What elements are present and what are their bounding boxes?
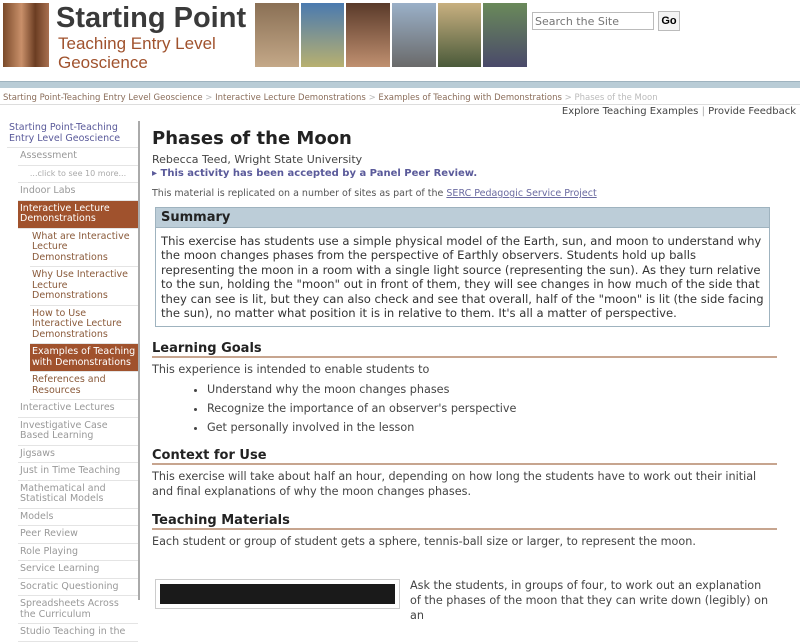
context-heading: Context for Use <box>152 448 777 465</box>
breadcrumb-separator: > <box>564 93 572 103</box>
site-header <box>0 0 800 76</box>
search-input[interactable] <box>532 12 654 30</box>
learning-goals-heading: Learning Goals <box>152 341 777 358</box>
sidebar-nav <box>0 121 140 637</box>
logo-image <box>3 3 49 67</box>
summary-heading: Summary <box>156 208 769 228</box>
goals-list <box>207 383 777 434</box>
sidebar-item[interactable]: Investigative Case Based Learning <box>18 418 138 446</box>
sidebar-item[interactable]: Studio Teaching in the <box>18 624 138 642</box>
instructions-text: Ask the students, in groups of four, to work out an explanation of the phases of the moon that they can write down (legibly) on an <box>410 579 769 622</box>
goals-intro: This experience is intended to enable students to <box>152 363 430 377</box>
header-photo-strip <box>255 3 527 67</box>
summary-text: This exercise has students use a simple physical model of the Earth, sun, and moon to understand why the moon changes phases from the perspective of Earthly observers. Students hold up balls representing the moon in a room with a single light source (representing the sun). As they turn relative to the sun, holding the "moon" out in front of them, they will see changes in how much of the side that they can see is lit, but they can also check and see that overall, half of the "moon" is lit (the side facing the sun), no matter what position it is in relative to them. It's all a matter of perspective. <box>161 234 764 321</box>
feedback-link[interactable]: Provide Feedback <box>708 106 796 117</box>
list-item: • Understand why the moon changes phases <box>207 383 777 396</box>
peer-review-toggle[interactable]: ▸ This activity has been accepted by a Panel Peer Review. <box>152 168 478 179</box>
context-text: This exercise will take about half an hour, depending on how long the students have to work out their initial and final explanations of why the moon changes phases. <box>152 470 757 499</box>
breadcrumb-link[interactable]: Interactive Lecture Demonstrations <box>215 93 366 103</box>
materials-heading: Teaching Materials <box>152 513 777 530</box>
header-divider-bar <box>0 81 800 88</box>
site-title[interactable]: Starting Point <box>56 2 247 34</box>
sidebar-item[interactable]: Models <box>18 509 138 527</box>
sidebar-item[interactable]: Spreadsheets Across the Curriculum <box>18 596 138 624</box>
replication-note <box>152 188 777 199</box>
summary-box <box>155 207 770 327</box>
sidebar-item[interactable]: Jigsaws <box>18 446 138 464</box>
link-separator: | <box>701 106 705 117</box>
sidebar-item[interactable]: Socratic Questioning <box>18 579 138 597</box>
sidebar-subitem-selected[interactable]: Examples of Teaching with Demonstrations <box>30 344 138 372</box>
breadcrumb-link[interactable]: Starting Point-Teaching Entry Level Geoscience <box>3 93 203 103</box>
sidebar-more-link[interactable]: ...click to see 10 more... <box>18 166 138 184</box>
serc-link[interactable]: SERC Pedagogic Service Project <box>446 188 597 199</box>
sidebar-subitem[interactable]: Why Use Interactive Lecture Demonstrations <box>30 267 138 306</box>
sidebar-item[interactable]: Mathematical and Statistical Models <box>18 481 138 509</box>
materials-text: Each student or group of student gets a sphere, tennis-ball size or larger, to represent the moon. <box>152 535 696 549</box>
explore-link[interactable]: Explore Teaching Examples <box>561 106 699 117</box>
breadcrumb-current: Phases of the Moon <box>574 93 658 103</box>
sidebar-subitem[interactable]: How to Use Interactive Lecture Demonstrations <box>30 306 138 345</box>
replication-text: This material is replicated on a number of sites as part of the <box>152 188 447 199</box>
breadcrumb-link[interactable]: Examples of Teaching with Demonstrations <box>378 93 562 103</box>
top-links <box>562 106 796 117</box>
sidebar-item[interactable]: Peer Review <box>18 526 138 544</box>
sidebar-subitem[interactable]: What are Interactive Lecture Demonstrations <box>30 229 138 268</box>
classroom-photo[interactable] <box>155 579 400 609</box>
sidebar-item-selected[interactable]: Interactive Lecture Demonstrations <box>18 201 138 229</box>
list-item: • Get personally involved in the lesson <box>207 421 777 434</box>
breadcrumb <box>3 93 658 103</box>
sidebar-item[interactable]: Service Learning <box>18 561 138 579</box>
sidebar-home-link[interactable]: Starting Point-Teaching Entry Level Geoscience <box>7 121 138 148</box>
sidebar-item[interactable]: Interactive Lectures <box>18 400 138 418</box>
author: Rebecca Teed, Wright State University <box>152 153 363 166</box>
search-go-button[interactable]: Go <box>658 11 680 31</box>
site-subtitle: Teaching Entry Level Geoscience <box>58 34 216 72</box>
sidebar-item[interactable]: Indoor Labs <box>18 183 138 201</box>
sidebar-item[interactable]: Assessment <box>18 148 138 166</box>
sidebar-item[interactable]: Just in Time Teaching <box>18 463 138 481</box>
breadcrumb-separator: > <box>205 93 213 103</box>
list-item: • Recognize the importance of an observer's perspective <box>207 402 777 415</box>
main-content <box>152 128 777 622</box>
sidebar-item[interactable]: Role Playing <box>18 544 138 562</box>
sidebar-subitem[interactable]: References and Resources <box>30 372 138 400</box>
page-title: Phases of the Moon <box>152 128 352 149</box>
breadcrumb-separator: > <box>368 93 376 103</box>
divider <box>0 104 800 105</box>
